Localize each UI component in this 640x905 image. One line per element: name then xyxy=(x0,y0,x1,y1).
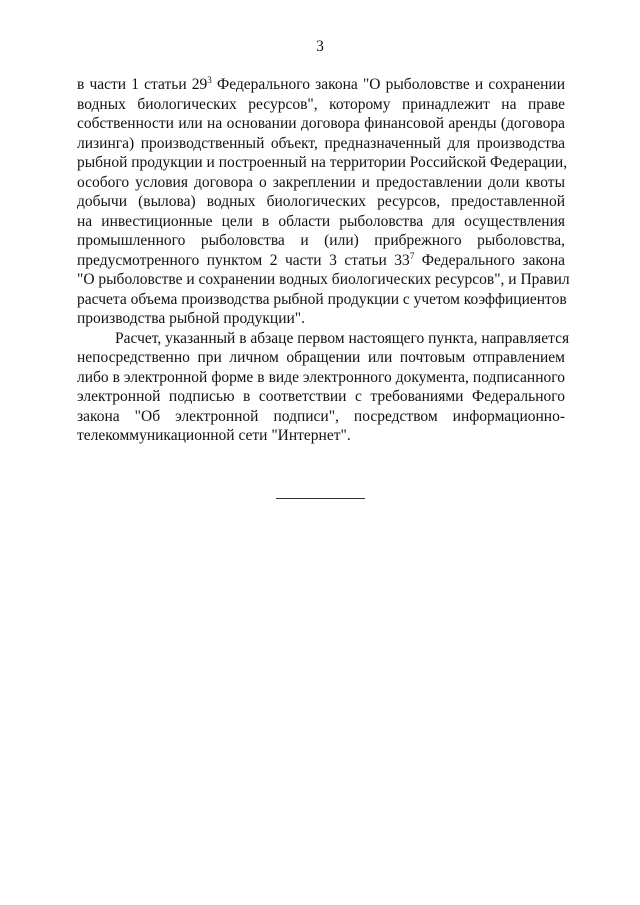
text-line: закона "Об электронной подписи", посредством информационно- xyxy=(77,407,565,425)
text-line: на инвестиционные цели в области рыболовства для осуществления xyxy=(77,212,565,230)
text-line: расчета объема производства рыбной продукции с учетом коэффициентов xyxy=(77,290,567,308)
text-line: лизинга) производственный объект, предназначенный для производства xyxy=(77,134,565,152)
text-line: рыбной продукции и построенный на территории Российской Федерации, xyxy=(77,154,568,171)
text-line: особого условия договора о закреплении и предоставлении доли квоты xyxy=(77,173,565,191)
page-number: 3 xyxy=(316,38,324,55)
superscript: 3 xyxy=(207,75,212,85)
superscript: 7 xyxy=(409,250,415,261)
text-line: водных биологических ресурсов", которому принадлежит на праве xyxy=(77,95,565,113)
text-line: непосредственно при личном обращении или почтовым отправлением xyxy=(77,349,565,366)
text-line: либо в электронной форме в виде электронного документа, подписанного xyxy=(77,368,565,386)
text-line: производства рыбной продукции". xyxy=(77,310,306,327)
text-line: Расчет, указанный в абзаце первом настоящего пункта, направляется xyxy=(115,329,570,347)
document-body xyxy=(77,75,570,446)
end-separator-line xyxy=(276,498,365,499)
text-line: в части 1 статьи $29^3$ Федерального закона "О рыболовстве и сохранении xyxy=(77,75,566,93)
text-line: собственности или на основании договора финансовой аренды (договора xyxy=(77,115,565,132)
text-line: "О рыболовстве и сохранении водных биологических ресурсов", и Правил xyxy=(77,271,570,288)
paragraph-2 xyxy=(77,329,570,446)
text-line: промышленного рыболовства и (или) прибрежного рыболовства, xyxy=(77,232,565,249)
paragraph-1 xyxy=(77,75,570,329)
text-line: предусмотренного пунктом 2 части 3 статьи $33^7$ Федерального закона xyxy=(77,250,565,269)
text-line: добычи (вылова) водных биологических ресурсов, предоставленной xyxy=(77,193,565,210)
text-line: электронной подписью в соответствии с требованиями Федерального xyxy=(77,388,565,405)
text-line: телекоммуникационной сети "Интернет". xyxy=(77,427,351,444)
